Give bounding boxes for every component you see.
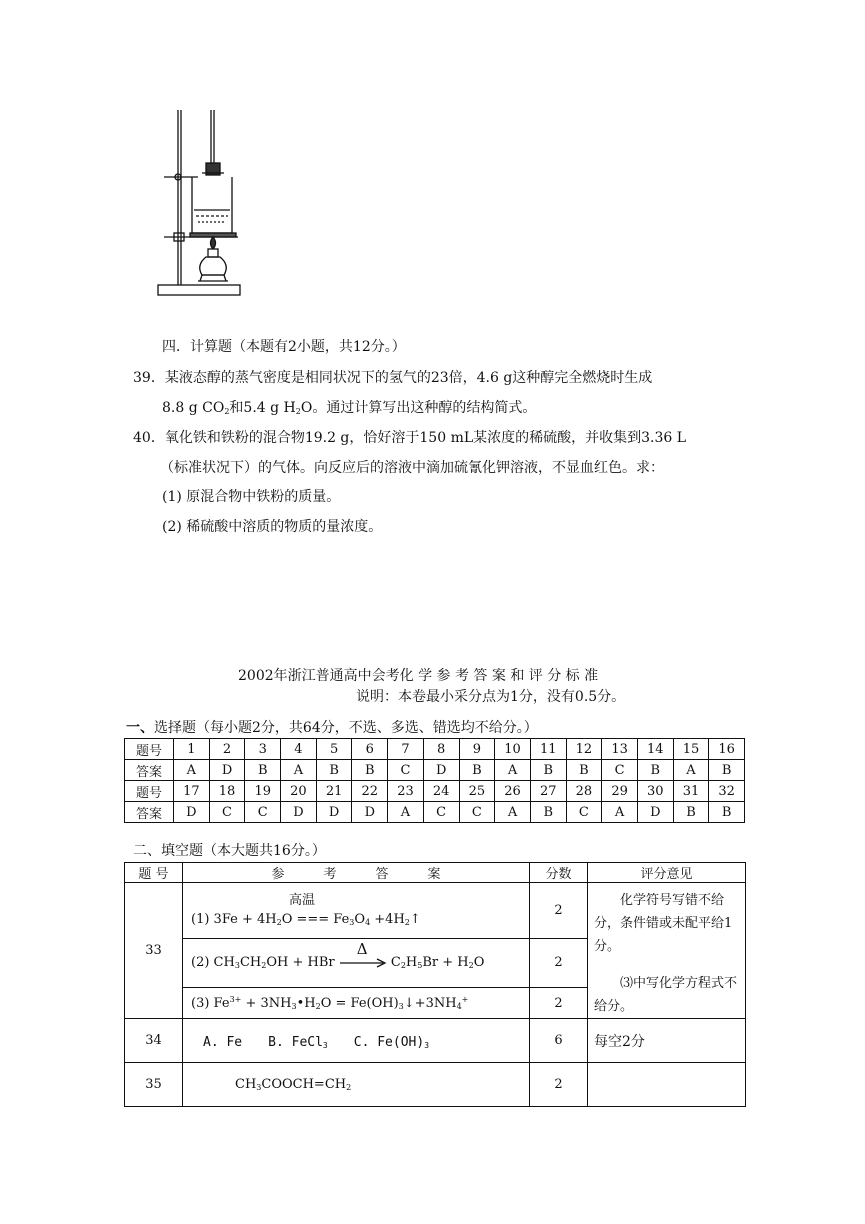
answer-cell: B xyxy=(530,802,566,823)
q34-answer: A. Fe B. FeCl$_3$ C. $Fe(OH)_3$ xyxy=(183,1019,530,1063)
part1-heading: 一、选择题（每小题2分，共64分，不选、多选、错选均不给分。） xyxy=(126,720,538,736)
answer-row-1 xyxy=(125,760,745,781)
answer-cell: B xyxy=(459,760,495,781)
answer-cell: B xyxy=(530,760,566,781)
question-number-cell: 15 xyxy=(673,739,709,760)
answer-cell: C xyxy=(459,802,495,823)
heat-arrow-icon: Δ xyxy=(339,956,387,970)
question-number-cell: 29 xyxy=(602,781,638,802)
answer-cell: B xyxy=(352,760,388,781)
answer-cell: D xyxy=(637,802,673,823)
question-number-cell: 25 xyxy=(459,781,495,802)
answer-cell: D xyxy=(281,802,317,823)
q33-answer-2: (2) $CH_3CH_2OH$ + HBr Δ $C_2H_5Br + H_2O$ xyxy=(183,938,530,987)
row-label: 答案 xyxy=(125,760,174,781)
q39-line1: 39．某液态醇的蒸气密度是相同状况下的氢气的23倍，4.6 g这种醇完全燃烧时生成 xyxy=(133,370,653,386)
answer-title: 2002年浙江普通高中会考化 学 参 考 答 案 和 评 分 标 准 xyxy=(238,668,599,684)
answer-cell: C xyxy=(566,802,602,823)
question-number-cell: 2 xyxy=(209,739,245,760)
answer-cell: B xyxy=(245,760,281,781)
question-number-cell: 26 xyxy=(495,781,531,802)
question-number-cell: 10 xyxy=(495,739,531,760)
answer-cell: D xyxy=(316,802,352,823)
row-label: 答案 xyxy=(125,802,174,823)
question-number-cell: 20 xyxy=(281,781,317,802)
number-row-1 xyxy=(125,739,745,760)
question-number-cell: 9 xyxy=(459,739,495,760)
answer-cell: C xyxy=(423,802,459,823)
q33-comment: 化学符号写错不给分，条件错或未配平给1分。 ⑶中写化学方程式不给分。 xyxy=(588,883,746,1019)
question-number-cell: 13 xyxy=(602,739,638,760)
fill-blank-answer-table xyxy=(124,862,746,1107)
answer-cell: A xyxy=(495,802,531,823)
answer-cell: A xyxy=(174,760,210,781)
row-label: 题号 xyxy=(125,739,174,760)
q35-comment xyxy=(588,1063,746,1107)
answer-cell: D xyxy=(423,760,459,781)
answer-cell: B xyxy=(673,802,709,823)
question-number-cell: 1 xyxy=(174,739,210,760)
question-number-cell: 23 xyxy=(388,781,424,802)
q35-score: 2 xyxy=(530,1063,588,1107)
answer-cell: B xyxy=(316,760,352,781)
answer-cell: D xyxy=(352,802,388,823)
answer-cell: C xyxy=(602,760,638,781)
question-number-cell: 22 xyxy=(352,781,388,802)
answer-cell: A xyxy=(602,802,638,823)
part2-heading: 二、填空题（本大题共16分。） xyxy=(133,843,326,859)
q40-sub1: (1) 原混合物中铁粉的质量。 xyxy=(162,489,341,505)
question-number-cell: 18 xyxy=(209,781,245,802)
question-number-cell: 12 xyxy=(566,739,602,760)
lab-apparatus-figure xyxy=(150,105,250,300)
col-header-comment: 评分意见 xyxy=(588,863,746,883)
q33-answer-1: 高温 (1) $3Fe + 4H_2O$ === $Fe_3O_4$ $+4H_2↑$ xyxy=(183,883,530,939)
question-number-cell: 7 xyxy=(388,739,424,760)
q35-number: 35 xyxy=(125,1063,183,1107)
row-label: 题号 xyxy=(125,781,174,802)
answer-cell: B xyxy=(709,802,745,823)
scoring-note: 说明：本卷最小采分点为1分，没有0.5分。 xyxy=(356,689,626,705)
q40-sub2: (2) 稀硫酸中溶质的物质的量浓度。 xyxy=(162,519,383,535)
stand-base xyxy=(158,285,240,295)
answer-cell: D xyxy=(174,802,210,823)
q33-number: 33 xyxy=(125,883,183,1019)
answer-cell: A xyxy=(281,760,317,781)
answer-row-2 xyxy=(125,802,745,823)
answer-cell: B xyxy=(709,760,745,781)
question-number-cell: 8 xyxy=(423,739,459,760)
question-number-cell: 5 xyxy=(316,739,352,760)
q34-score: 6 xyxy=(530,1019,588,1063)
question-number-cell: 16 xyxy=(709,739,745,760)
q33-score-3: 2 xyxy=(530,988,588,1019)
question-number-cell: 27 xyxy=(530,781,566,802)
question-number-cell: 32 xyxy=(709,781,745,802)
answer-cell: A xyxy=(388,802,424,823)
question-number-cell: 17 xyxy=(174,781,210,802)
question-number-cell: 31 xyxy=(673,781,709,802)
choice-answer-table xyxy=(124,738,745,823)
question-number-cell: 6 xyxy=(352,739,388,760)
col-header-answer: 参 考 答 案 xyxy=(183,863,530,883)
question-number-cell: 19 xyxy=(245,781,281,802)
col-header-number: 题 号 xyxy=(125,863,183,883)
answer-cell: C xyxy=(388,760,424,781)
q40-line1: 40．氧化铁和铁粉的混合物19.2 g，恰好溶于150 mL某浓度的稀硫酸，并收集到3.36 L xyxy=(133,430,687,446)
q35-answer: $CH_3COOCH=CH_2$ xyxy=(183,1063,530,1107)
question-number-cell: 24 xyxy=(423,781,459,802)
answer-cell: D xyxy=(209,760,245,781)
answer-cell: A xyxy=(495,760,531,781)
q34-comment: 每空2分 xyxy=(588,1019,746,1063)
question-number-cell: 30 xyxy=(637,781,673,802)
q33-score-2: 2 xyxy=(530,938,588,987)
answer-cell: B xyxy=(637,760,673,781)
question-number-cell: 4 xyxy=(281,739,317,760)
section-4-heading: 四．计算题（本题有2小题，共12分。） xyxy=(162,339,406,355)
question-number-cell: 28 xyxy=(566,781,602,802)
answer-cell: B xyxy=(566,760,602,781)
q39-line2: 8.8 g $CO_2$和5.4 g $H_2O$。通过计算写出这种醇的结构简式。 xyxy=(162,400,537,416)
q40-line2: （标准状况下）的气体。向反应后的溶液中滴加硫氰化钾溶液，不显血红色。求： xyxy=(160,460,664,476)
question-number-cell: 21 xyxy=(316,781,352,802)
number-row-2 xyxy=(125,781,745,802)
q34-number: 34 xyxy=(125,1019,183,1063)
answer-cell: A xyxy=(673,760,709,781)
question-number-cell: 11 xyxy=(530,739,566,760)
answer-cell: C xyxy=(209,802,245,823)
question-number-cell: 14 xyxy=(637,739,673,760)
col-header-score: 分数 xyxy=(530,863,588,883)
answer-cell: C xyxy=(245,802,281,823)
question-number-cell: 3 xyxy=(245,739,281,760)
q33-answer-3: (3) $Fe^{3+}$ + $3NH_3•H_2O$ = $Fe(OH)_3↓+3NH_4^+$ xyxy=(183,988,530,1019)
q33-score-1: 2 xyxy=(530,883,588,939)
